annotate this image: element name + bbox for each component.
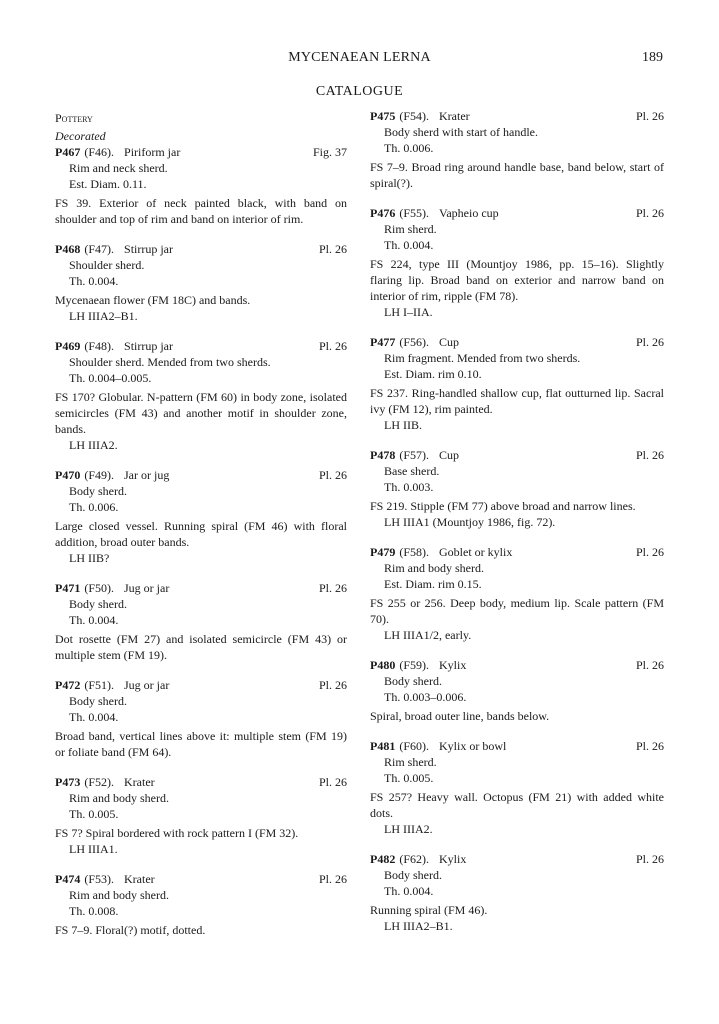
entry-detail-line: Th. 0.003–0.006. bbox=[384, 690, 467, 704]
entry-number: P467 bbox=[55, 145, 81, 159]
entry-number: P480 bbox=[370, 658, 396, 672]
catalogue-entry bbox=[55, 774, 347, 857]
catalogue-entry bbox=[370, 738, 664, 837]
entry-description: FS 7? Spiral bordered with rock pattern I (FM 32). bbox=[55, 826, 299, 840]
entry-detail-line: Th. 0.006. bbox=[384, 141, 434, 155]
entry-detail-line: Shoulder sherd. Mended from two sherds. bbox=[69, 355, 271, 369]
entry-detail-line: Rim fragment. Mended from two sherds. bbox=[384, 351, 581, 365]
entry-detail-line: Est. Diam. rim 0.10. bbox=[384, 367, 482, 381]
catalogue-entry bbox=[370, 544, 664, 643]
entry-detail-line: Body sherd. bbox=[69, 484, 127, 498]
entry-detail-line: Base sherd. bbox=[384, 464, 440, 478]
entry-detail-line: Body sherd. bbox=[69, 694, 127, 708]
entry-shape: Kylix bbox=[439, 852, 467, 866]
entry-plate-ref: Pl. 26 bbox=[635, 852, 664, 866]
entry-number: P481 bbox=[370, 739, 396, 753]
entry-shape: Stirrup jar bbox=[124, 339, 174, 353]
entry-heading bbox=[370, 851, 664, 867]
entry-heading bbox=[370, 334, 664, 350]
entry-description: FS 224, type III (Mountjoy 1986, pp. 15–16). Slightly flaring lip. Broad band on exterior and narrow band on interior of rim, ripple (FM 78). bbox=[370, 257, 664, 303]
entry-heading bbox=[370, 205, 664, 221]
entry-plate-ref: Pl. 26 bbox=[318, 242, 347, 256]
catalogue-entry bbox=[55, 580, 347, 663]
entry-detail-line: Th. 0.006. bbox=[69, 500, 119, 514]
entry-detail-line: Rim and neck sherd. bbox=[69, 161, 168, 175]
entry-date: LH IIIA2. bbox=[384, 822, 433, 836]
entry-detail-line: Th. 0.004. bbox=[69, 274, 119, 288]
entry-plate-ref: Pl. 26 bbox=[635, 545, 664, 559]
right-column bbox=[370, 108, 664, 948]
entry-heading bbox=[370, 108, 664, 124]
entry-shape: Piriform jar bbox=[124, 145, 181, 159]
entry-number: P475 bbox=[370, 109, 396, 123]
entry-date: LH IIIA2. bbox=[69, 438, 118, 452]
entry-plate-ref: Pl. 26 bbox=[318, 468, 347, 482]
entry-plate-ref: Pl. 26 bbox=[635, 739, 664, 753]
entry-field-number: (F62). bbox=[399, 852, 430, 866]
entry-number: P471 bbox=[55, 581, 81, 595]
entry-heading bbox=[55, 774, 347, 790]
entry-description: Broad band, vertical lines above it: multiple stem (FM 19) or foliate band (FM 64). bbox=[55, 729, 347, 759]
entry-heading bbox=[370, 657, 664, 673]
catalogue-entry bbox=[55, 677, 347, 760]
entry-plate-ref: Pl. 26 bbox=[318, 872, 347, 886]
entry-field-number: (F52). bbox=[84, 775, 115, 789]
left-column bbox=[55, 110, 347, 952]
entry-detail-line: Body sherd. bbox=[384, 868, 442, 882]
entry-heading bbox=[370, 738, 664, 754]
entry-shape: Goblet or kylix bbox=[439, 545, 513, 559]
running-title: MYCENAEAN LERNA bbox=[288, 50, 431, 65]
entry-detail-line: Shoulder sherd. bbox=[69, 258, 145, 272]
entry-number: P468 bbox=[55, 242, 81, 256]
entry-detail-line: Rim and body sherd. bbox=[384, 561, 484, 575]
catalogue-entry bbox=[55, 241, 347, 324]
entry-number: P470 bbox=[55, 468, 81, 482]
entry-plate-ref: Pl. 26 bbox=[318, 581, 347, 595]
catalogue-entry bbox=[370, 108, 664, 191]
entry-detail-line: Th. 0.004. bbox=[384, 238, 434, 252]
entry-date: LH IIB? bbox=[69, 551, 110, 565]
entry-field-number: (F47). bbox=[84, 242, 115, 256]
entry-number: P482 bbox=[370, 852, 396, 866]
entry-description: FS 257? Heavy wall. Octopus (FM 21) with added white dots. bbox=[370, 790, 664, 820]
entry-field-number: (F54). bbox=[399, 109, 430, 123]
entry-shape: Stirrup jar bbox=[124, 242, 174, 256]
entry-detail-line: Th. 0.004. bbox=[69, 613, 119, 627]
entry-description: FS 219. Stipple (FM 77) above broad and narrow lines. bbox=[370, 499, 636, 513]
entry-shape: Cup bbox=[439, 448, 460, 462]
entry-number: P477 bbox=[370, 335, 396, 349]
entry-number: P473 bbox=[55, 775, 81, 789]
entry-field-number: (F56). bbox=[399, 335, 430, 349]
entry-description: FS 237. Ring-handled shallow cup, flat outturned lip. Sacral ivy (FM 12), rim painted. bbox=[370, 386, 664, 416]
entry-heading bbox=[55, 580, 347, 596]
entry-plate-ref: Pl. 26 bbox=[318, 775, 347, 789]
catalogue-entry bbox=[370, 334, 664, 433]
catalogue-entry bbox=[55, 871, 347, 938]
entry-detail-line: Th. 0.008. bbox=[69, 904, 119, 918]
entry-plate-ref: Pl. 26 bbox=[635, 335, 664, 349]
entry-detail-line: Rim and body sherd. bbox=[69, 791, 169, 805]
page-number: 189 bbox=[642, 50, 663, 65]
entry-detail-line: Th. 0.004. bbox=[69, 710, 119, 724]
entry-detail-line: Est. Diam. rim 0.15. bbox=[384, 577, 482, 591]
catalogue-entry bbox=[55, 338, 347, 453]
entry-field-number: (F55). bbox=[399, 206, 430, 220]
entry-description: Large closed vessel. Running spiral (FM 46) with floral addition, broad outer bands. bbox=[55, 519, 347, 549]
entry-description: Mycenaean flower (FM 18C) and bands. bbox=[55, 293, 251, 307]
right-entries bbox=[370, 108, 664, 934]
catalogue-entry bbox=[370, 205, 664, 320]
entry-plate-ref: Pl. 26 bbox=[318, 678, 347, 692]
entry-description: FS 255 or 256. Deep body, medium lip. Scale pattern (FM 70). bbox=[370, 596, 664, 626]
catalogue-entry bbox=[370, 447, 664, 530]
entry-description: Dot rosette (FM 27) and isolated semicircle (FM 43) or multiple stem (FM 19). bbox=[55, 632, 347, 662]
entry-field-number: (F57). bbox=[399, 448, 430, 462]
entry-shape: Jug or jar bbox=[124, 678, 170, 692]
entry-shape: Jug or jar bbox=[124, 581, 170, 595]
entry-detail-line: Body sherd. bbox=[69, 597, 127, 611]
entry-detail-line: Th. 0.003. bbox=[384, 480, 434, 494]
entry-description: Running spiral (FM 46). bbox=[370, 903, 488, 917]
category-heading: Pottery bbox=[55, 111, 93, 125]
entry-plate-ref: Pl. 26 bbox=[635, 658, 664, 672]
entry-detail-line: Th. 0.005. bbox=[69, 807, 119, 821]
catalogue-entry bbox=[55, 467, 347, 566]
entry-plate-ref: Pl. 26 bbox=[318, 339, 347, 353]
entry-shape: Kylix or bowl bbox=[439, 739, 507, 753]
entry-shape: Cup bbox=[439, 335, 460, 349]
running-head bbox=[0, 50, 719, 70]
entry-date: LH IIIA1. bbox=[69, 842, 118, 856]
entry-detail-line: Th. 0.004. bbox=[384, 884, 434, 898]
entry-description: FS 39. Exterior of neck painted black, with band on shoulder and top of rim and band on interior of rim. bbox=[55, 196, 347, 226]
entry-shape: Kylix bbox=[439, 658, 467, 672]
entry-detail-line: Est. Diam. 0.11. bbox=[69, 177, 147, 191]
entry-detail-line: Rim and body sherd. bbox=[69, 888, 169, 902]
entry-heading bbox=[55, 241, 347, 257]
entry-detail-line: Rim sherd. bbox=[384, 222, 437, 236]
entry-date: LH IIIA2–B1. bbox=[384, 919, 453, 933]
entry-field-number: (F46). bbox=[84, 145, 115, 159]
entry-heading bbox=[370, 447, 664, 463]
entry-number: P478 bbox=[370, 448, 396, 462]
entry-plate-ref: Pl. 26 bbox=[635, 448, 664, 462]
entry-heading bbox=[55, 144, 347, 160]
entry-heading bbox=[55, 871, 347, 887]
entry-detail-line: Th. 0.004–0.005. bbox=[69, 371, 152, 385]
entry-shape: Krater bbox=[124, 775, 155, 789]
entry-number: P479 bbox=[370, 545, 396, 559]
entry-date: LH IIIA1/2, early. bbox=[384, 628, 472, 642]
entry-detail-line: Body sherd. bbox=[384, 674, 442, 688]
catalogue-entry bbox=[370, 657, 664, 724]
entry-description: FS 170? Globular. N-pattern (FM 60) in body zone, isolated semicircles (FM 43) and another motif in shoulder zone, bands. bbox=[55, 390, 347, 436]
entry-shape: Jar or jug bbox=[124, 468, 170, 482]
entry-detail-line: Rim sherd. bbox=[384, 755, 437, 769]
entry-detail-line: Body sherd with start of handle. bbox=[384, 125, 538, 139]
entry-heading bbox=[55, 677, 347, 693]
entry-heading bbox=[55, 338, 347, 354]
entry-date: LH I–IIA. bbox=[384, 305, 433, 319]
entry-plate-ref: Pl. 26 bbox=[635, 206, 664, 220]
entry-description: FS 7–9. Floral(?) motif, dotted. bbox=[55, 923, 206, 937]
entry-number: P472 bbox=[55, 678, 81, 692]
section-title: CATALOGUE bbox=[315, 84, 404, 99]
entry-date: LH IIIA1 (Mountjoy 1986, fig. 72). bbox=[384, 515, 556, 529]
entry-number: P469 bbox=[55, 339, 81, 353]
entry-field-number: (F58). bbox=[399, 545, 430, 559]
catalogue-entry bbox=[370, 851, 664, 934]
entry-heading bbox=[55, 467, 347, 483]
entry-shape: Vapheio cup bbox=[439, 206, 499, 220]
entry-field-number: (F49). bbox=[84, 468, 115, 482]
entry-field-number: (F60). bbox=[399, 739, 430, 753]
entry-field-number: (F51). bbox=[84, 678, 115, 692]
entry-heading bbox=[370, 544, 664, 560]
entry-date: LH IIB. bbox=[384, 418, 422, 432]
entry-shape: Krater bbox=[439, 109, 470, 123]
entry-description: FS 7–9. Broad ring around handle base, band below, start of spiral(?). bbox=[370, 160, 664, 190]
entry-field-number: (F48). bbox=[84, 339, 115, 353]
subcategory-heading: Decorated bbox=[55, 129, 106, 143]
left-entries bbox=[55, 144, 347, 938]
entry-number: P476 bbox=[370, 206, 396, 220]
entry-field-number: (F59). bbox=[399, 658, 430, 672]
entry-field-number: (F50). bbox=[84, 581, 115, 595]
entry-plate-ref: Fig. 37 bbox=[312, 145, 347, 159]
entry-detail-line: Th. 0.005. bbox=[384, 771, 434, 785]
entry-shape: Krater bbox=[124, 872, 155, 886]
entry-plate-ref: Pl. 26 bbox=[635, 109, 664, 123]
entry-date: LH IIIA2–B1. bbox=[69, 309, 138, 323]
entry-description: Spiral, broad outer line, bands below. bbox=[370, 709, 550, 723]
entry-field-number: (F53). bbox=[84, 872, 115, 886]
entry-number: P474 bbox=[55, 872, 81, 886]
catalogue-entry bbox=[55, 144, 347, 227]
